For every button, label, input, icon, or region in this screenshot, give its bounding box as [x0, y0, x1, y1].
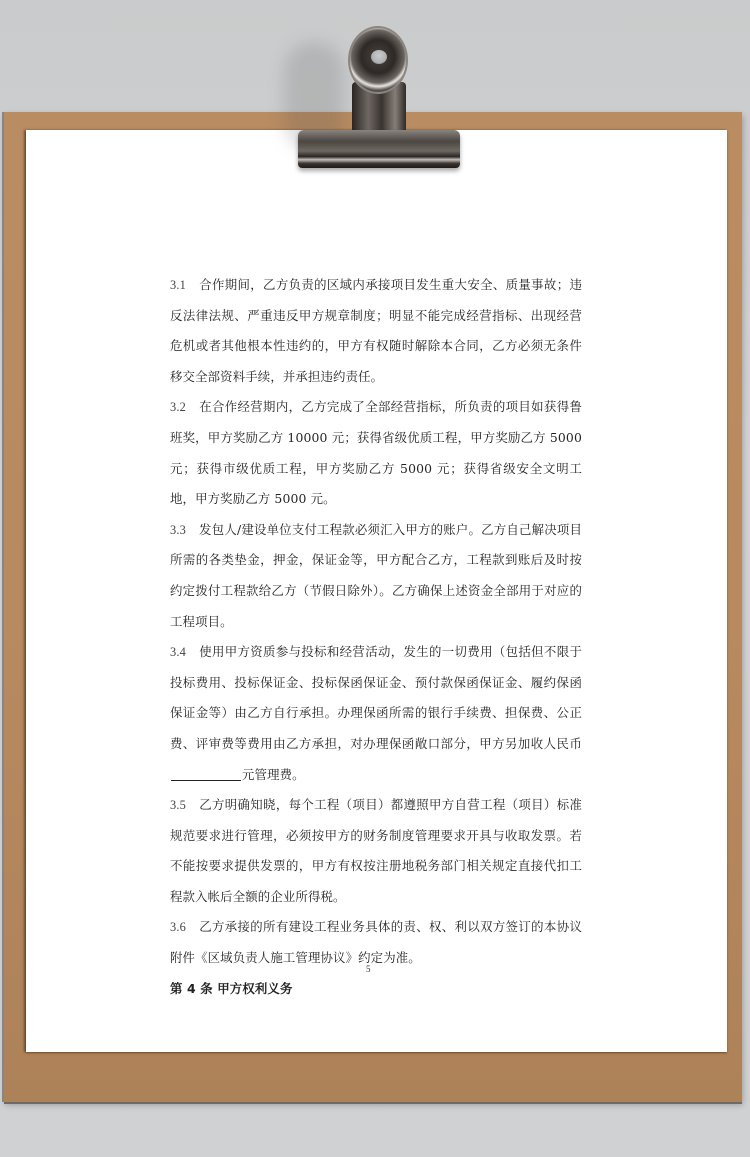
clause-text: 乙方承接的所有建设工程业务具体的责、权、利以双方签订的本协议附件《区域负责人施工管理协议》约定为准。 — [170, 919, 582, 966]
clause-3-1 — [170, 270, 582, 392]
clause-text: 使用甲方资质参与投标和经营活动，发生的一切费用（包括但不限于投标费用、投标保证金、投标保函保证金、预付款保函保证金、履约保函保证金等）由乙方自行承担。办理保函所需的银行手续费、担保费、公正费、评审费等费用由乙方承担，对办理保函敞口部分，甲方另加收人民币 — [170, 644, 582, 751]
clause-text: 合作期间，乙方负责的区域内承接项目发生重大安全、质量事故；违反法律法规、严重违反甲方规章制度；明显不能完成经营指标、出现经营危机或者其他根本性违约的，甲方有权随时解除本合同，乙方必须无条件移交全部资料手续，并承担违约责任。 — [170, 277, 582, 384]
clause-number: 3.4 — [170, 645, 186, 660]
clause-text-tail: 元管理费。 — [242, 766, 305, 782]
document-body — [170, 270, 582, 1004]
clause-number: 3.1 — [170, 278, 186, 292]
clause-number: 3.3 — [170, 522, 186, 537]
clip-jaw — [298, 130, 460, 168]
clause-number: 3.2 — [170, 400, 186, 415]
clause-number: 3.5 — [170, 798, 186, 813]
clause-3-4 — [170, 637, 582, 790]
page-number: 5 — [366, 964, 371, 974]
clip-hole — [371, 50, 387, 64]
clause-text: 发包人/建设单位支付工程款必须汇入甲方的账户。乙方自己解决项目所需的各类垫金，押金，保证金等，甲方配合乙方，工程款到账后及时按约定拨付工程款给乙方（节假日除外）。乙方确保上述资金全部用于对应的工程项目。 — [170, 521, 582, 629]
clause-3-6 — [170, 912, 582, 973]
section-heading: 第 4 条 甲方权利义务 — [170, 980, 293, 996]
clause-text: 乙方明确知晓，每个工程（项目）都遵照甲方自营工程（项目）标准规范要求进行管理，必须按甲方的财务制度管理要求开具与收取发票。若不能按要求提供发票的，甲方有权按注册地税务部门相关规定直接代扣工程款入帐后全额的企业所得税。 — [170, 797, 582, 904]
binder-clip-icon — [296, 22, 462, 172]
fill-in-blank — [171, 767, 241, 781]
clause-3-5 — [170, 790, 582, 912]
clause-3-2 — [170, 392, 582, 514]
clause-text: 在合作经营期内，乙方完成了全部经营指标，所负责的项目如获得鲁班奖，甲方奖励乙方 10000 元；获得省级优质工程，甲方奖励乙方 5000 元；获得市级优质工程，甲方奖励乙方 5000 元；获得省级安全文明工地，甲方奖励乙方 5000 元。 — [170, 399, 582, 507]
clause-number: 3.6 — [170, 920, 186, 935]
clause-3-3 — [170, 515, 582, 637]
